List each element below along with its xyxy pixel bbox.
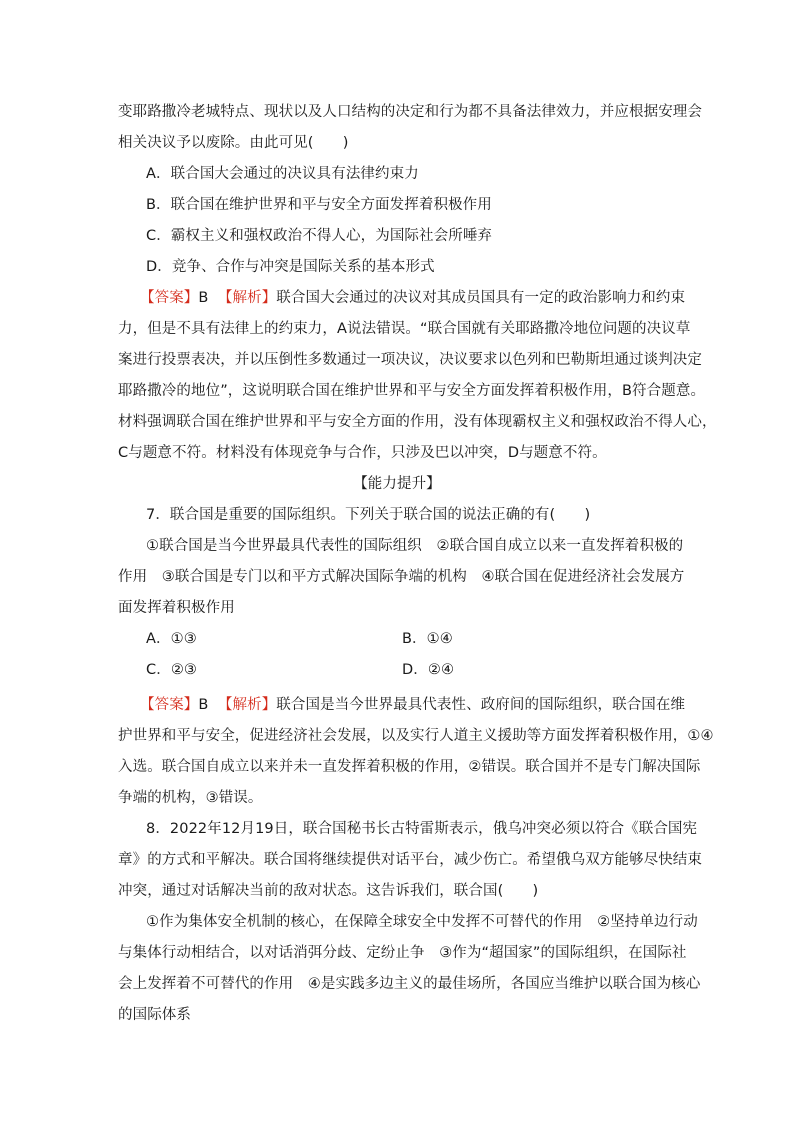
section-title: 【能力提升】 [353, 476, 441, 492]
q6-analysis-line-2: 力，但是不具有法律上的约束力，A说法错误。“联合国就有关耶路撒冷地位问题的决议草 [118, 321, 691, 337]
q7-analysis-line-4: 争端的机构，③错误。 [118, 790, 263, 806]
q7-analysis-tag: 【解析】 [217, 697, 277, 713]
q7-option-a: A．①③ [146, 631, 197, 647]
q7-stem: 7．联合国是重要的国际组织。下列关于联合国的说法正确的有( ) [146, 507, 591, 523]
q8-statement-line-4: 的国际体系 [118, 1007, 191, 1023]
q7-analysis-line-2: 护世界和平与安全，促进经济社会发展，以及实行人道主义援助等方面发挥着积极作用，①④ [118, 728, 714, 744]
q7-option-c: C．②③ [146, 662, 198, 678]
q6-option-b: B．联合国在维护世界和平与安全方面发挥着积极作用 [146, 197, 492, 213]
q7-answer-line [140, 695, 685, 715]
q6-stem-line-2: 相关决议予以废除。由此可见( ) [118, 135, 349, 151]
q7-statement-line-2: 作用 ③联合国是专门以和平方式解决国际争端的机构 ④联合国在促进经济社会发展方 [118, 569, 685, 585]
q6-stem-line-1: 变耶路撒冷老城特点、现状以及人口结构的决定和行为都不具备法律效力，并应根据安理会 [118, 104, 702, 120]
q8-statement-line-1: ①作为集体安全机制的核心，在保障全球安全中发挥不可替代的作用 ②坚持单边行动 [146, 914, 698, 930]
q8-statement-line-3: 会上发挥着不可替代的作用 ④是实践多边主义的最佳场所，各国应当维护以联合国为核心 [118, 976, 701, 992]
q7-analysis-line-3: 入选。联合国自成立以来并未一直发挥着积极的作用，②错误。联合国并不是专门解决国际 [118, 759, 701, 775]
q6-analysis-line-6: C与题意不符。材料没有体现竞争与合作，只涉及巴以冲突，D与题意不符。 [118, 445, 607, 461]
q7-statement-line-3: 面发挥着积极作用 [118, 600, 235, 616]
q6-answer-value: B [198, 290, 209, 306]
q6-analysis-line-3: 案进行投票表决，并以压倒性多数通过一项决议，决议要求以色列和巴勒斯坦通过谈判决定 [118, 352, 702, 368]
q7-answer-value: B [198, 697, 209, 713]
q8-stem-line-2: 章》的方式和平解决。联合国将继续提供对话平台，减少伤亡。希望俄乌双方能够尽快结束 [118, 852, 702, 868]
q6-analysis-line-5: 材料强调联合国在维护世界和平与安全方面的作用，没有体现霸权主义和强权政治不得人心， [118, 414, 717, 430]
q6-answer-tag: 【答案】 [140, 290, 199, 306]
q7-statement-line-1: ①联合国是当今世界最具代表性的国际组织 ②联合国自成立以来一直发挥着积极的 [146, 538, 684, 554]
q7-analysis-line-1: 联合国是当今世界最具代表性、政府间的国际组织，联合国在维 [276, 697, 686, 713]
q6-option-d: D．竞争、合作与冲突是国际关系的基本形式 [146, 259, 435, 275]
q7-answer-tag: 【答案】 [140, 697, 199, 713]
q8-stem-line-3: 冲突，通过对话解决当前的敌对状态。这告诉我们，联合国( ) [118, 883, 539, 899]
q6-analysis-line-1: 联合国大会通过的决议对其成员国具有一定的政治影响力和约束 [276, 290, 686, 306]
q8-statement-line-2: 与集体行动相结合，以对话消弭分歧、定纷止争 ③作为“超国家”的国际组织，在国际社 [118, 945, 687, 961]
q7-option-d: D．②④ [402, 662, 455, 678]
q6-analysis-tag: 【解析】 [217, 290, 277, 306]
q6-answer-line [140, 288, 685, 308]
q8-stem-line-1: 8．2022年12月19日，联合国秘书长古特雷斯表示，俄乌冲突必须以符合《联合国宪 [146, 821, 698, 837]
q7-option-b: B．①④ [402, 631, 453, 647]
q6-option-c: C．霸权主义和强权政治不得人心，为国际社会所唾弃 [146, 228, 493, 244]
q6-option-a: A．联合国大会通过的决议具有法律约束力 [146, 166, 419, 182]
q6-analysis-line-4: 耶路撒冷的地位”，这说明联合国在维护世界和平与安全方面发挥着积极作用，B符合题意。 [118, 383, 706, 399]
